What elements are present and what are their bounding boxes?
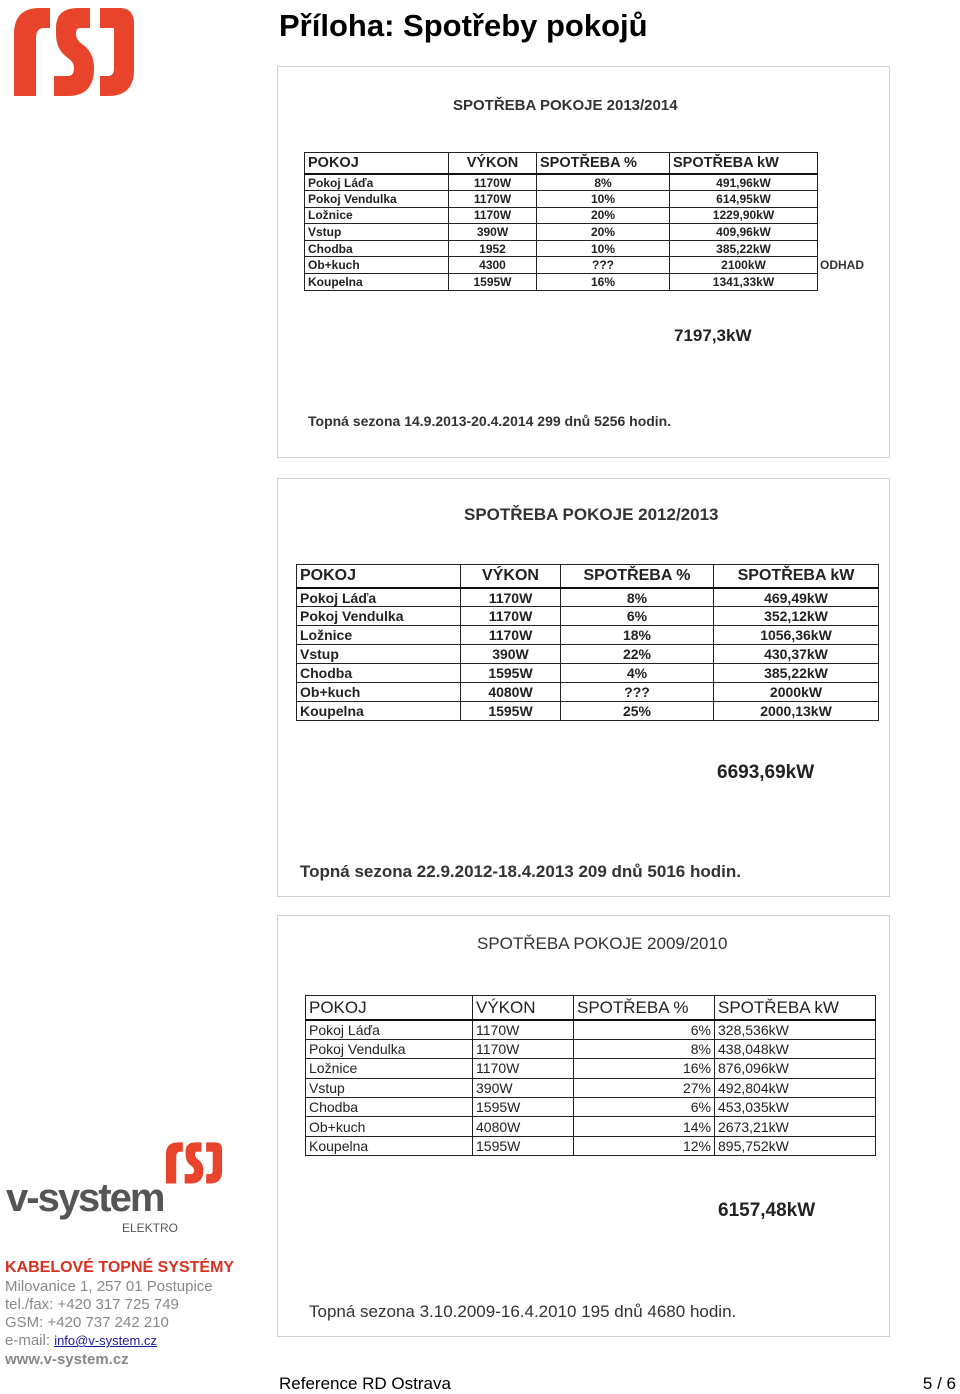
company-name: KABELOVÉ TOPNÉ SYSTÉMY	[5, 1259, 235, 1276]
cell: 16%	[574, 1059, 715, 1078]
cell: 8%	[537, 174, 670, 191]
cell: 1595W	[449, 274, 537, 291]
cell: 6%	[561, 607, 714, 626]
cell: 2000,13kW	[714, 701, 879, 720]
cell: 1952	[449, 240, 537, 257]
col-header: VÝKON	[449, 153, 537, 175]
table-row	[306, 1039, 876, 1058]
cell: 1170W	[473, 1020, 574, 1039]
season-text: Topná sezona 3.10.2009-16.4.2010 195 dnů 4680 hodin.	[309, 1302, 737, 1321]
cell: 390W	[449, 224, 537, 241]
cell: 25%	[561, 701, 714, 720]
cell: 1170W	[473, 1059, 574, 1078]
cell: Ložnice	[297, 626, 461, 645]
cell: 1170W	[473, 1039, 574, 1058]
cell: Vstup	[306, 1078, 473, 1097]
table-row	[306, 1059, 876, 1078]
cell: 4%	[561, 664, 714, 683]
cell: 2100kW	[670, 257, 818, 274]
cell: 390W	[473, 1078, 574, 1097]
cell: 8%	[561, 588, 714, 607]
cell: 1595W	[461, 701, 561, 720]
cell: ???	[537, 257, 670, 274]
cell: 1170W	[449, 207, 537, 224]
cell: Koupelna	[297, 701, 461, 720]
cell: 2673,21kW	[715, 1117, 876, 1136]
footer-reference: Reference RD Ostrava	[279, 1374, 451, 1393]
cell: 409,96kW	[670, 224, 818, 241]
cell: 22%	[561, 645, 714, 664]
cell: Chodba	[306, 1098, 473, 1117]
cell: 469,49kW	[714, 588, 879, 607]
table-row	[297, 588, 879, 607]
cell: ???	[561, 682, 714, 701]
season-text: Topná sezona 22.9.2012-18.4.2013 209 dnů 5016 hodin.	[300, 862, 741, 881]
table-row	[306, 1078, 876, 1097]
cell: 352,12kW	[714, 607, 879, 626]
v-system-logo: v-system	[6, 1176, 164, 1220]
scan-panel-2009-2010	[277, 915, 890, 1337]
cell: 1229,90kW	[670, 207, 818, 224]
table-row	[306, 1136, 876, 1155]
col-header: SPOTŘEBA kW	[670, 153, 818, 175]
cell: Pokoj Láďa	[297, 588, 461, 607]
cell: Pokoj Láďa	[306, 1020, 473, 1039]
cell: 10%	[537, 240, 670, 257]
cell: 12%	[574, 1136, 715, 1155]
email-line	[5, 1332, 157, 1349]
cell: 614,95kW	[670, 191, 818, 208]
table-row	[297, 626, 879, 645]
consumption-table	[296, 564, 879, 721]
v-system-logo-subtitle: ELEKTRO	[122, 1221, 179, 1235]
cell: Pokoj Láďa	[305, 174, 449, 191]
table-row	[306, 1020, 876, 1039]
email-label: e-mail:	[5, 1332, 55, 1349]
gsm: GSM: +420 737 242 210	[5, 1314, 169, 1331]
cell: 1341,33kW	[670, 274, 818, 291]
table-row	[306, 1117, 876, 1136]
cell: Pokoj Vendulka	[306, 1039, 473, 1058]
col-header: POKOJ	[297, 565, 461, 589]
table-row	[306, 1098, 876, 1117]
estimate-note: ODHAD	[820, 258, 864, 272]
cell: 430,37kW	[714, 645, 879, 664]
table-row	[305, 224, 818, 241]
website: www.v-system.cz	[5, 1351, 129, 1368]
cell: 1170W	[461, 626, 561, 645]
table-row	[305, 191, 818, 208]
cell: 1595W	[473, 1098, 574, 1117]
col-header: POKOJ	[305, 153, 449, 175]
cell: 1170W	[461, 607, 561, 626]
cell: 6%	[574, 1098, 715, 1117]
cell: Pokoj Vendulka	[305, 191, 449, 208]
cell: 390W	[461, 645, 561, 664]
table-row	[305, 174, 818, 191]
page-title: Příloha: Spotřeby pokojů	[279, 8, 648, 43]
consumption-table	[304, 152, 818, 291]
panel-title: SPOTŘEBA POKOJE 2013/2014	[453, 97, 678, 114]
col-header: POKOJ	[306, 996, 473, 1021]
cell: 8%	[574, 1039, 715, 1058]
cell: 1056,36kW	[714, 626, 879, 645]
cell: Chodba	[305, 240, 449, 257]
cell: 328,536kW	[715, 1020, 876, 1039]
panel-title: SPOTŘEBA POKOJE 2009/2010	[477, 934, 728, 953]
table-row	[297, 607, 879, 626]
rcj-logo	[12, 4, 136, 96]
cell: 1170W	[449, 191, 537, 208]
consumption-table	[305, 995, 876, 1156]
email-link[interactable]: info@v-system.cz	[54, 1333, 157, 1348]
panel-title: SPOTŘEBA POKOJE 2012/2013	[464, 505, 719, 524]
cell: 876,096kW	[715, 1059, 876, 1078]
season-text: Topná sezona 14.9.2013-20.4.2014 299 dnů 5256 hodin.	[308, 413, 672, 429]
total-value: 7197,3kW	[674, 326, 752, 345]
table-row	[305, 274, 818, 291]
cell: 20%	[537, 207, 670, 224]
table-row	[305, 257, 818, 274]
col-header: SPOTŘEBA %	[537, 153, 670, 175]
cell: Vstup	[305, 224, 449, 241]
cell: 10%	[537, 191, 670, 208]
address: Milovanice 1, 257 01 Postupice	[5, 1278, 213, 1295]
cell: Ob+kuch	[306, 1117, 473, 1136]
cell: Ob+kuch	[305, 257, 449, 274]
cell: 4300	[449, 257, 537, 274]
page-number: 5 / 6	[922, 1374, 956, 1393]
cell: 4080W	[461, 682, 561, 701]
cell: Ložnice	[306, 1059, 473, 1078]
cell: Pokoj Vendulka	[297, 607, 461, 626]
cell: 438,048kW	[715, 1039, 876, 1058]
cell: 1170W	[461, 588, 561, 607]
table-row	[305, 207, 818, 224]
scan-panel-2012-2013	[277, 478, 890, 897]
cell: Chodba	[297, 664, 461, 683]
table-row	[297, 701, 879, 720]
total-value: 6157,48kW	[718, 1200, 816, 1221]
cell: 4080W	[473, 1117, 574, 1136]
cell: 18%	[561, 626, 714, 645]
cell: Koupelna	[306, 1136, 473, 1155]
cell: 453,035kW	[715, 1098, 876, 1117]
cell: Vstup	[297, 645, 461, 664]
cell: 14%	[574, 1117, 715, 1136]
col-header: SPOTŘEBA kW	[715, 996, 876, 1021]
cell: 2000kW	[714, 682, 879, 701]
cell: 16%	[537, 274, 670, 291]
cell: 385,22kW	[670, 240, 818, 257]
phone: tel./fax: +420 317 725 749	[5, 1296, 179, 1313]
cell: 20%	[537, 224, 670, 241]
cell: 1595W	[461, 664, 561, 683]
cell: 1170W	[449, 174, 537, 191]
scan-panel-2013-2014	[277, 66, 890, 458]
cell: 895,752kW	[715, 1136, 876, 1155]
cell: 6%	[574, 1020, 715, 1039]
total-value: 6693,69kW	[717, 762, 815, 783]
col-header: SPOTŘEBA %	[561, 565, 714, 589]
cell: Ob+kuch	[297, 682, 461, 701]
rcj-logo-small	[165, 1140, 223, 1184]
cell: Koupelna	[305, 274, 449, 291]
col-header: SPOTŘEBA %	[574, 996, 715, 1021]
table-row	[297, 664, 879, 683]
cell: Ložnice	[305, 207, 449, 224]
col-header: VÝKON	[473, 996, 574, 1021]
cell: 492,804kW	[715, 1078, 876, 1097]
col-header: VÝKON	[461, 565, 561, 589]
table-row	[305, 240, 818, 257]
cell: 491,96kW	[670, 174, 818, 191]
table-row	[297, 645, 879, 664]
cell: 27%	[574, 1078, 715, 1097]
cell: 385,22kW	[714, 664, 879, 683]
col-header: SPOTŘEBA kW	[714, 565, 879, 589]
cell: 1595W	[473, 1136, 574, 1155]
table-row	[297, 682, 879, 701]
